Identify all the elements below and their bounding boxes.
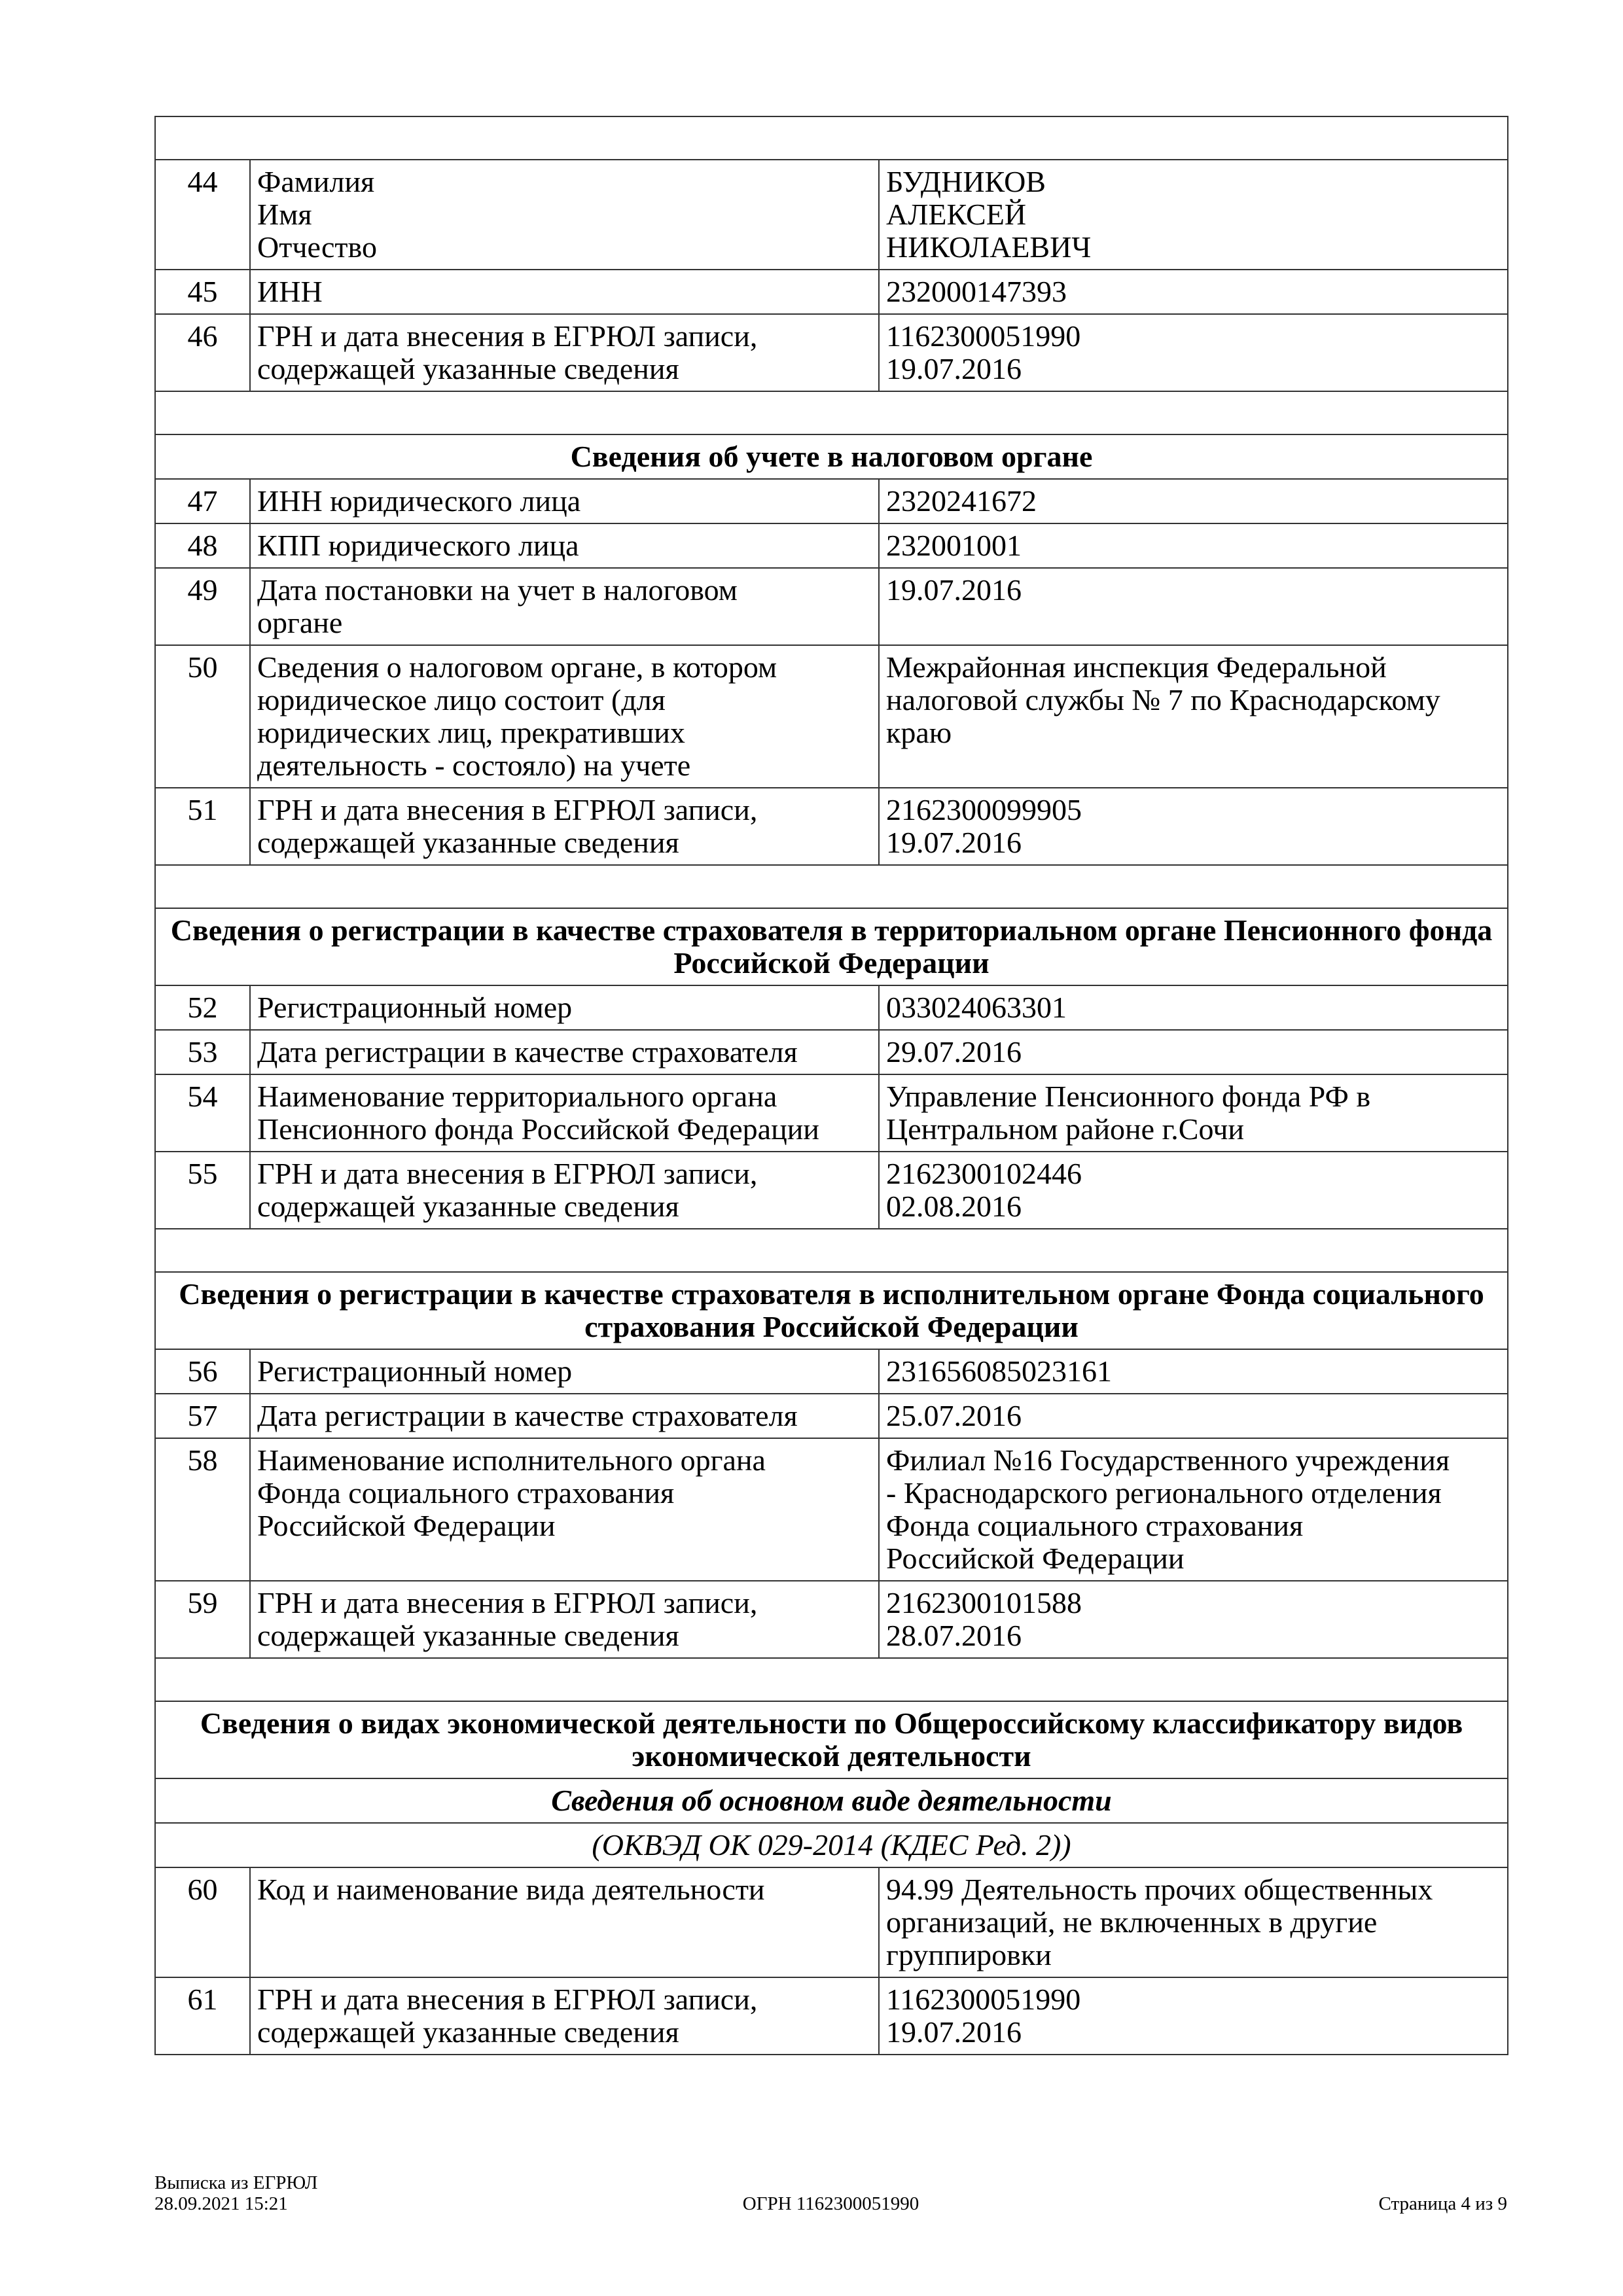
table-row: [155, 1394, 1508, 1438]
text-line: ГРН и дата внесения в ЕГРЮЛ записи,: [257, 319, 758, 353]
text-line: ИНН юридического лица: [257, 484, 581, 518]
field-value: [879, 479, 1508, 523]
section-title: Сведения о регистрации в качестве страхователя в территориальном органе Пенсионного фонда Российской Федерации: [155, 908, 1508, 985]
text-line: Дата постановки на учет в налоговом: [257, 573, 738, 607]
page-footer: [154, 2172, 1507, 2218]
text-line: Филиал №16 Государственного учреждения: [886, 1443, 1450, 1477]
text-line: Дата регистрации в качестве страхователя: [257, 1399, 798, 1432]
text-line: 2162300102446: [886, 1157, 1082, 1190]
text-line: юридическое лицо состоит (для: [257, 683, 666, 716]
text-line: ГРН и дата внесения в ЕГРЮЛ записи,: [257, 1983, 758, 2016]
table-row: [155, 160, 1508, 270]
field-value: [879, 523, 1508, 568]
field-label: [250, 568, 879, 645]
field-label: [250, 314, 879, 391]
text-line: содержащей указанные сведения: [257, 352, 679, 385]
field-label: [250, 1030, 879, 1074]
text-line: 19.07.2016: [886, 573, 1022, 607]
field-value: [879, 270, 1508, 314]
text-line: 19.07.2016: [886, 352, 1022, 385]
field-value: [879, 1394, 1508, 1438]
text-line: Межрайонная инспекция Федеральной: [886, 650, 1387, 684]
field-value: [879, 568, 1508, 645]
table-row: [155, 1152, 1508, 1229]
field-value: [879, 985, 1508, 1030]
subsection-header-row: [155, 1778, 1508, 1823]
field-label: [250, 1349, 879, 1394]
text-line: ИНН: [257, 275, 323, 308]
text-line: Управление Пенсионного фонда РФ в: [886, 1080, 1371, 1113]
table-row: [155, 788, 1508, 865]
text-line: юридических лиц, прекративших: [257, 716, 685, 749]
field-label: [250, 1581, 879, 1658]
text-line: содержащей указанные сведения: [257, 2015, 679, 2049]
row-number: 57: [155, 1394, 250, 1438]
text-line: 25.07.2016: [886, 1399, 1022, 1432]
row-number: 56: [155, 1349, 250, 1394]
subnote-title: (ОКВЭД ОК 029-2014 (КДЕС Ред. 2)): [155, 1823, 1508, 1867]
table-row: [155, 1977, 1508, 2055]
row-number: 51: [155, 788, 250, 865]
text-line: 033024063301: [886, 991, 1067, 1024]
field-value: [879, 1074, 1508, 1152]
text-line: Наименование территориального органа: [257, 1080, 777, 1113]
row-number: 44: [155, 160, 250, 270]
field-label: [250, 985, 879, 1030]
field-label: [250, 270, 879, 314]
row-number: 47: [155, 479, 250, 523]
table-row: [155, 1867, 1508, 1977]
table-row: [155, 1581, 1508, 1658]
spacer-cell: [155, 865, 1508, 908]
text-line: Пенсионного фонда Российской Федерации: [257, 1112, 819, 1146]
text-line: Российской Федерации: [886, 1542, 1185, 1575]
spacer-row: [155, 865, 1508, 908]
row-number: 54: [155, 1074, 250, 1152]
table-row: [155, 1349, 1508, 1394]
text-line: 29.07.2016: [886, 1035, 1022, 1069]
footer-datetime: 28.09.2021 15:21: [154, 2193, 288, 2214]
table-row: [155, 1438, 1508, 1581]
text-line: Код и наименование вида деятельности: [257, 1873, 765, 1906]
row-number: 55: [155, 1152, 250, 1229]
row-number: 49: [155, 568, 250, 645]
row-number: 58: [155, 1438, 250, 1581]
table-row: [155, 314, 1508, 391]
field-label: [250, 1977, 879, 2055]
text-line: Российской Федерации: [257, 1509, 556, 1542]
field-value: [879, 1977, 1508, 2055]
row-number: 60: [155, 1867, 250, 1977]
text-line: 1162300051990: [886, 1983, 1081, 2016]
text-line: НИКОЛАЕВИЧ: [886, 230, 1092, 264]
subsection-title: Сведения об основном виде деятельности: [155, 1778, 1508, 1823]
spacer-row: [155, 1658, 1508, 1701]
text-line: Отчество: [257, 230, 377, 264]
field-value: [879, 788, 1508, 865]
field-label: [250, 1867, 879, 1977]
text-line: ГРН и дата внесения в ЕГРЮЛ записи,: [257, 793, 758, 826]
text-line: Центральном районе г.Сочи: [886, 1112, 1245, 1146]
text-line: Регистрационный номер: [257, 991, 573, 1024]
text-line: 19.07.2016: [886, 2015, 1022, 2049]
table-row: [155, 645, 1508, 788]
text-line: налоговой службы № 7 по Краснодарскому: [886, 683, 1440, 716]
field-label: [250, 1438, 879, 1581]
table-row: [155, 523, 1508, 568]
text-line: содержащей указанные сведения: [257, 826, 679, 859]
section-title: Сведения об учете в налоговом органе: [155, 434, 1508, 479]
table-row: [155, 270, 1508, 314]
field-label: [250, 1152, 879, 1229]
text-line: Наименование исполнительного органа: [257, 1443, 766, 1477]
field-label: [250, 1394, 879, 1438]
field-value: [879, 314, 1508, 391]
text-line: 231656085023161: [886, 1354, 1112, 1388]
table-row: [155, 1030, 1508, 1074]
field-value: [879, 1438, 1508, 1581]
section-title: Сведения о регистрации в качестве страхователя в исполнительном органе Фонда социального страхования Российской Федерации: [155, 1272, 1508, 1349]
text-line: 232000147393: [886, 275, 1067, 308]
table-row: [155, 985, 1508, 1030]
field-label: [250, 523, 879, 568]
text-line: группировки: [886, 1938, 1052, 1971]
field-value: [879, 1152, 1508, 1229]
spacer-row: [155, 116, 1508, 160]
field-value: [879, 1581, 1508, 1658]
text-line: БУДНИКОВ: [886, 165, 1046, 198]
text-line: Фонда социального страхования: [257, 1476, 675, 1510]
table-row: [155, 568, 1508, 645]
field-label: [250, 788, 879, 865]
field-value: [879, 1030, 1508, 1074]
table-row: [155, 1074, 1508, 1152]
text-line: 2162300101588: [886, 1586, 1082, 1619]
text-line: 2320241672: [886, 484, 1037, 518]
field-value: [879, 1349, 1508, 1394]
text-line: Фонда социального страхования: [886, 1509, 1304, 1542]
section-header-row: [155, 1272, 1508, 1349]
text-line: - Краснодарского регионального отделения: [886, 1476, 1442, 1510]
text-line: 94.99 Деятельность прочих общественных: [886, 1873, 1433, 1906]
spacer-row: [155, 391, 1508, 434]
text-line: 2162300099905: [886, 793, 1082, 826]
text-line: содержащей указанные сведения: [257, 1190, 679, 1223]
row-number: 52: [155, 985, 250, 1030]
text-line: 1162300051990: [886, 319, 1081, 353]
text-line: Фамилия: [257, 165, 375, 198]
text-line: краю: [886, 716, 952, 749]
text-line: Дата регистрации в качестве страхователя: [257, 1035, 798, 1069]
row-number: 53: [155, 1030, 250, 1074]
text-line: КПП юридического лица: [257, 529, 579, 562]
text-line: 19.07.2016: [886, 826, 1022, 859]
text-line: организаций, не включенных в другие: [886, 1905, 1378, 1939]
subnote-header-row: [155, 1823, 1508, 1867]
field-label: [250, 1074, 879, 1152]
text-line: деятельность - состояло) на учете: [257, 749, 691, 782]
row-number: 45: [155, 270, 250, 314]
footer-ogrn: ОГРН 1162300051990: [742, 2193, 919, 2214]
footer-doc-title: Выписка из ЕГРЮЛ: [154, 2172, 318, 2193]
text-line: 02.08.2016: [886, 1190, 1022, 1223]
text-line: Имя: [257, 198, 312, 231]
field-value: [879, 645, 1508, 788]
egrul-extract-table: [154, 116, 1508, 2055]
spacer-cell: [155, 391, 1508, 434]
text-line: содержащей указанные сведения: [257, 1619, 679, 1652]
section-header-row: [155, 908, 1508, 985]
field-value: [879, 1867, 1508, 1977]
row-number: 59: [155, 1581, 250, 1658]
field-label: [250, 645, 879, 788]
spacer-cell: [155, 1658, 1508, 1701]
row-number: 50: [155, 645, 250, 788]
row-number: 46: [155, 314, 250, 391]
text-line: 232001001: [886, 529, 1022, 562]
text-line: 28.07.2016: [886, 1619, 1022, 1652]
field-label: [250, 160, 879, 270]
text-line: органе: [257, 606, 343, 639]
table-row: [155, 479, 1508, 523]
section-title: Сведения о видах экономической деятельности по Общероссийскому классификатору видов экономической деятельности: [155, 1701, 1508, 1778]
row-number: 48: [155, 523, 250, 568]
row-number: 61: [155, 1977, 250, 2055]
field-value: [879, 160, 1508, 270]
spacer-row: [155, 1229, 1508, 1272]
section-header-row: [155, 1701, 1508, 1778]
text-line: АЛЕКСЕЙ: [886, 198, 1027, 231]
spacer-cell: [155, 1229, 1508, 1272]
text-line: Сведения о налоговом органе, в котором: [257, 650, 777, 684]
text-line: ГРН и дата внесения в ЕГРЮЛ записи,: [257, 1586, 758, 1619]
spacer-cell: [155, 116, 1508, 160]
text-line: ГРН и дата внесения в ЕГРЮЛ записи,: [257, 1157, 758, 1190]
footer-page-number: Страница 4 из 9: [1378, 2193, 1507, 2214]
section-header-row: [155, 434, 1508, 479]
field-label: [250, 479, 879, 523]
text-line: Регистрационный номер: [257, 1354, 573, 1388]
